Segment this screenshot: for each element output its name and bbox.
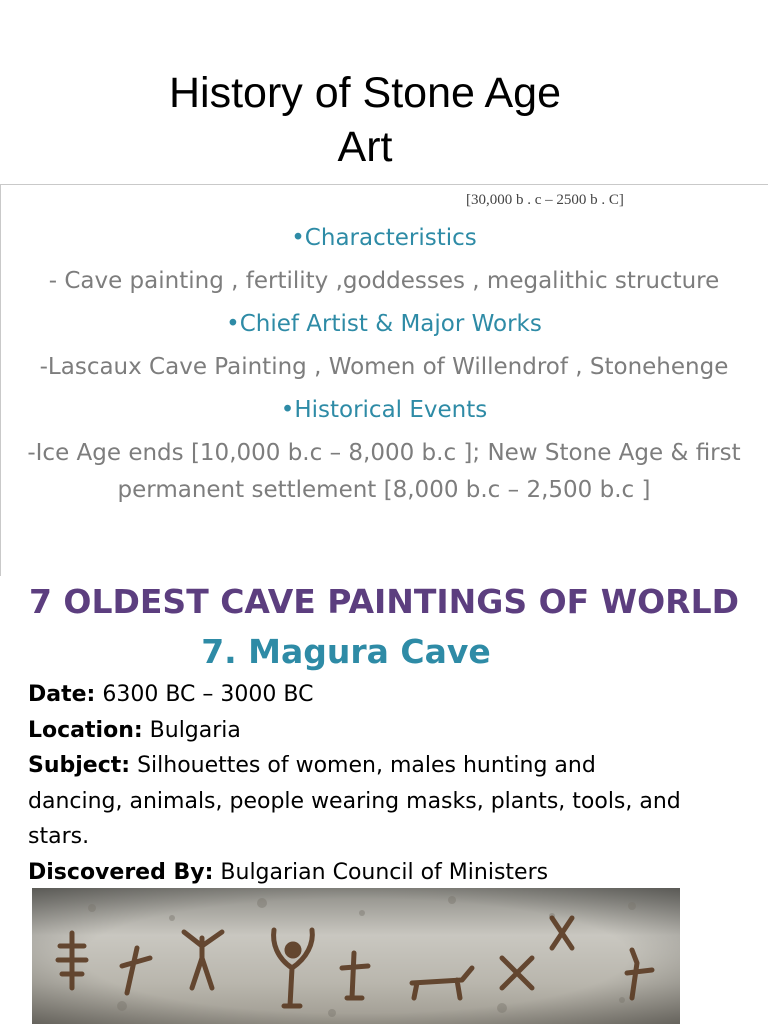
cave-facts [28,677,728,890]
fact-date-value: 6300 BC – 3000 BC [102,682,314,707]
slide-title-line2: Art [337,123,393,171]
detail-characteristics: - Cave painting , fertility ,goddesses , megalithic structure [48,268,720,294]
fact-location [28,713,728,749]
fact-location-value: Bulgaria [149,717,241,743]
cave-title: 7. Magura Cave [201,632,491,671]
fact-date-label: Date: [28,682,96,707]
detail-historical-events-line1: -Ice Age ends [10,000 b.c – 8,000 b.c ]; New Stone Age & first [27,440,741,466]
slide-title [0,66,730,174]
heading-chief-artist: •Chief Artist & Major Works [226,311,542,337]
slide-oldest-cave-paintings [0,576,768,1024]
date-range: [30,000 b . c – 2500 b . C] [466,192,624,208]
fact-location-label: Location: [28,717,143,743]
fact-discovered-value: Bulgarian Council of Ministers [220,859,549,885]
slide2-title: 7 OLDEST CAVE PAINTINGS OF WORLD [28,582,740,621]
fact-subject-value: Silhouettes of women, males hunting and dancing, animals, people wearing masks, plants, tools, and stars. [28,753,681,849]
heading-characteristics: •Characteristics [291,225,477,251]
cave-painting-photo [32,888,680,1024]
fact-discovered-by [28,855,728,891]
detail-chief-artist: -Lascaux Cave Painting , Women of Willendrof , Stonehenge [39,354,729,380]
slide-title-line1: History of Stone Age [169,69,561,117]
fact-subject [28,748,688,855]
fact-discovered-label: Discovered By: [28,859,214,885]
fact-subject-label: Subject: [28,753,131,778]
title-divider [0,184,768,185]
heading-historical-events: •Historical Events [280,397,488,423]
detail-historical-events-line2: permanent settlement [8,000 b.c – 2,500 b.c ] [117,477,651,503]
fact-date [28,677,728,713]
